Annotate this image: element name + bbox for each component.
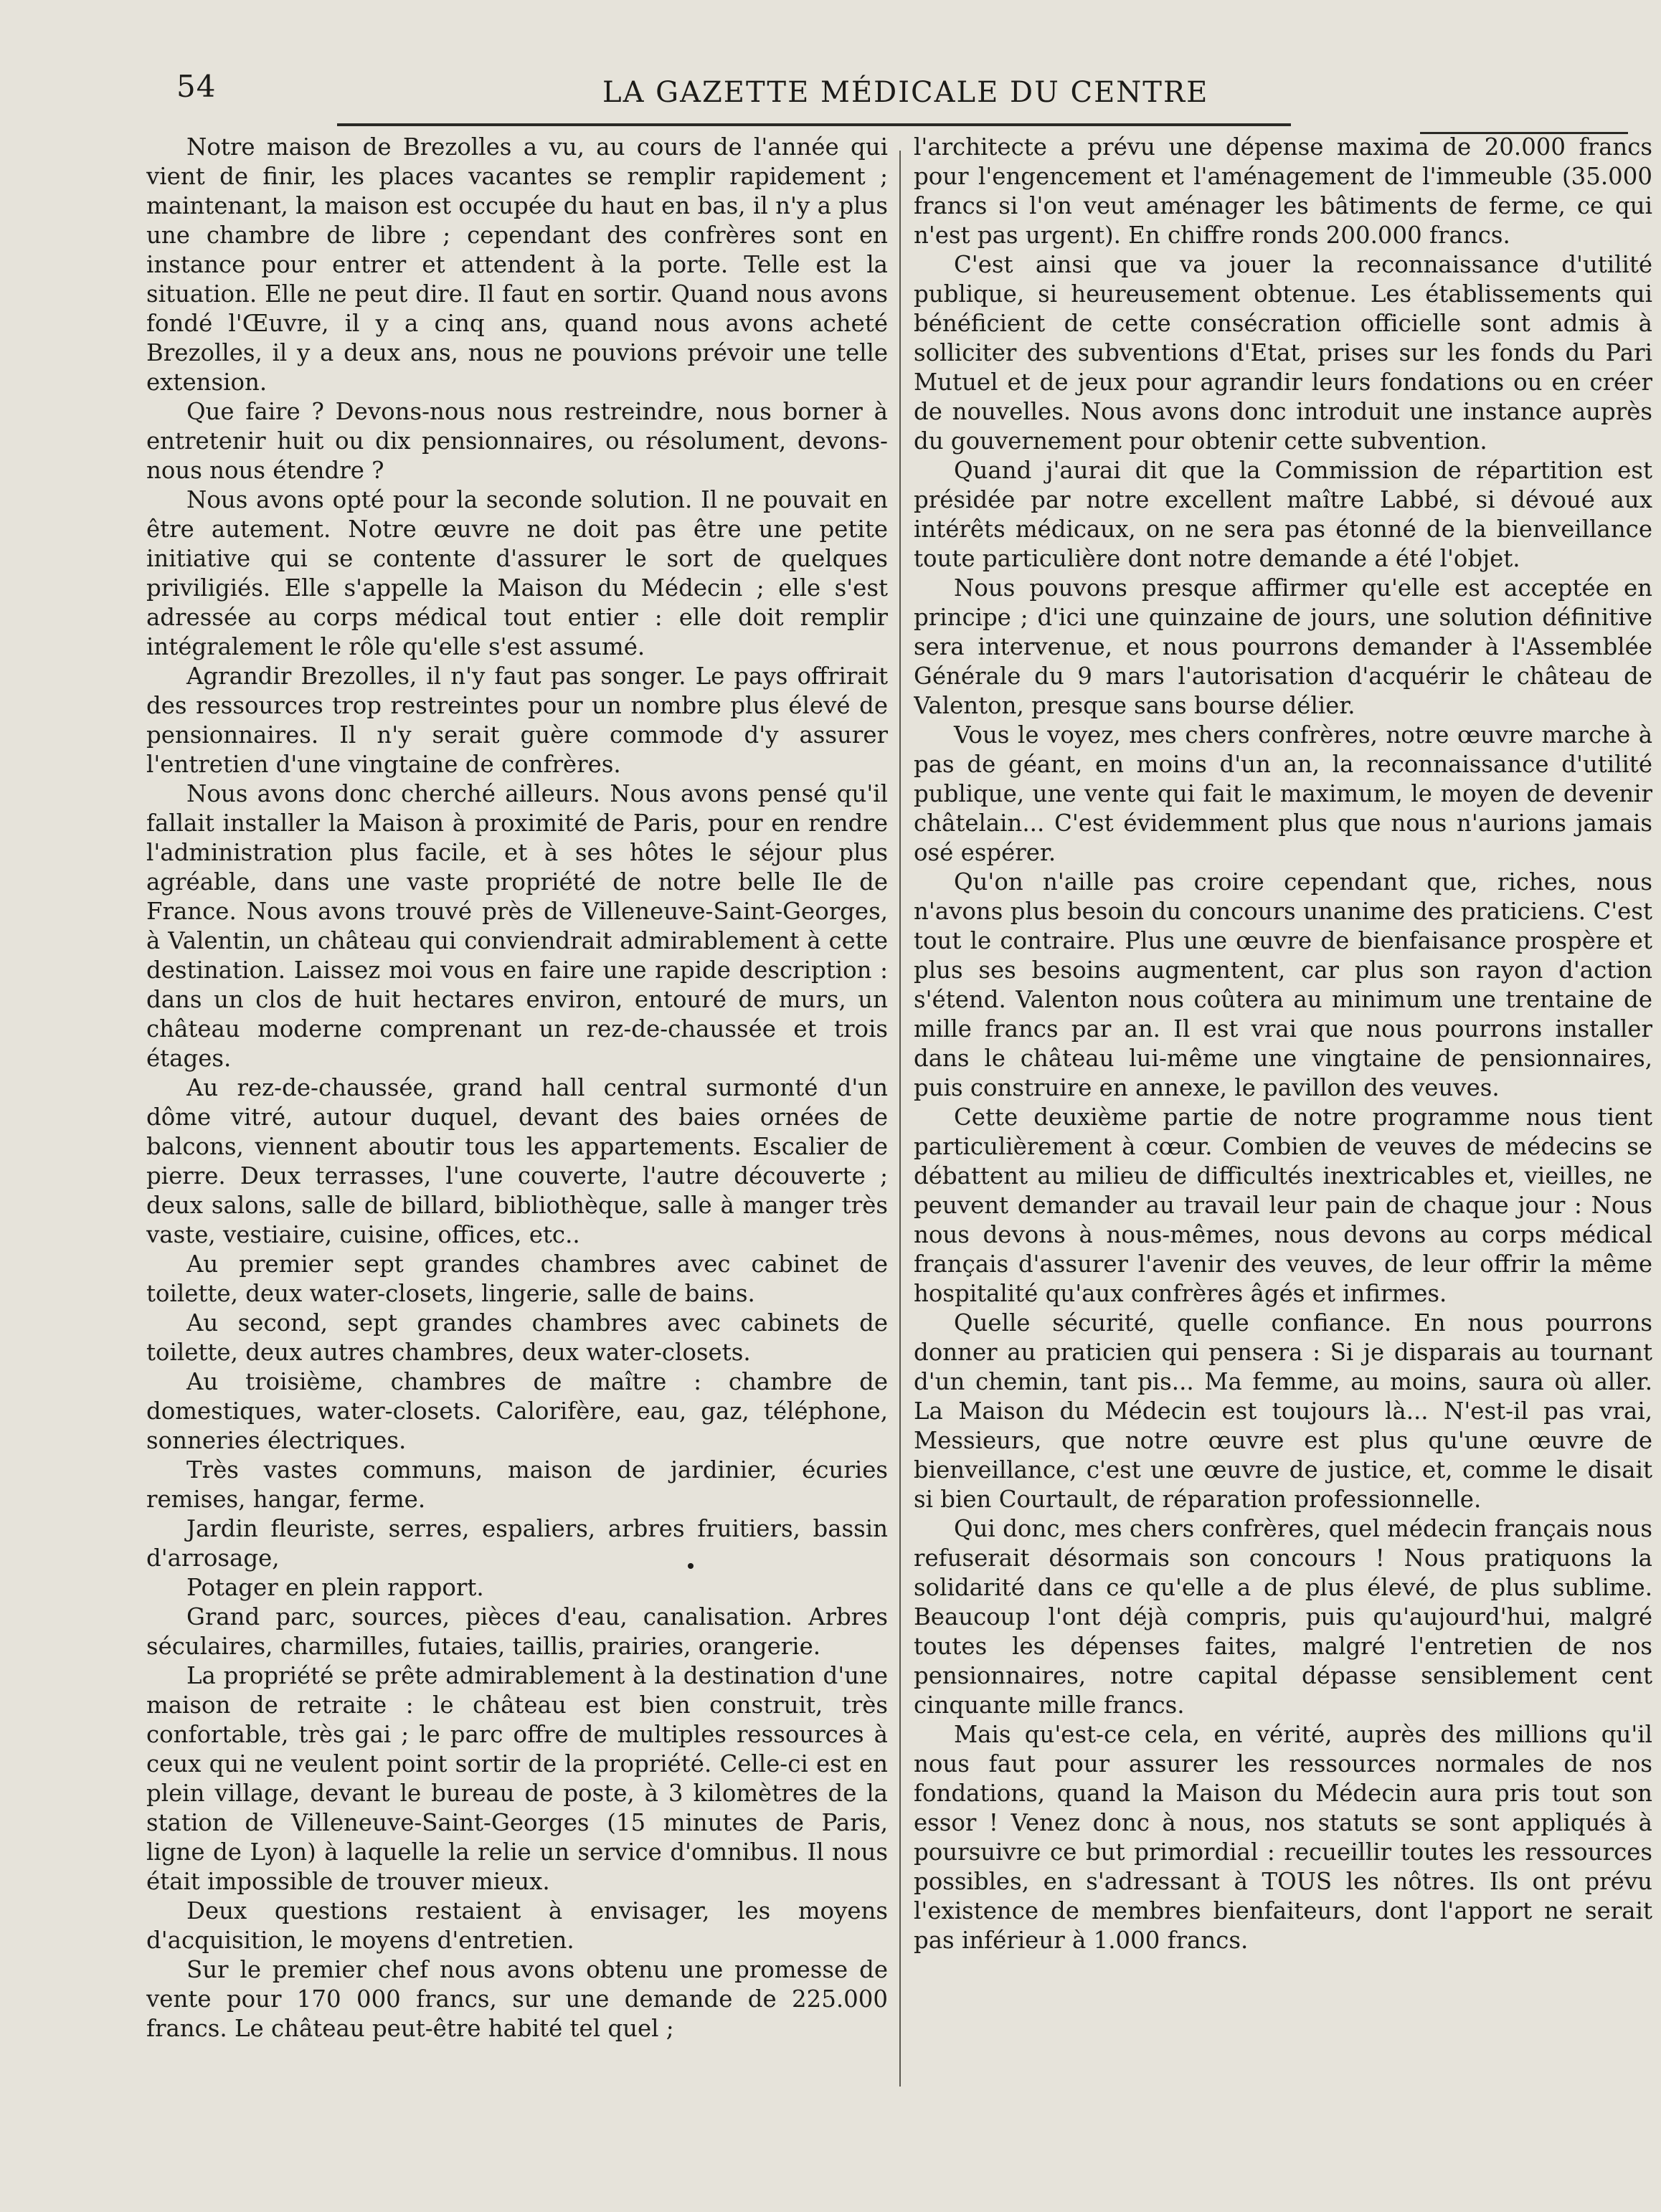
right-column — [914, 133, 1652, 2133]
paragraph: C'est ainsi que va jouer la reconnaissance d'utilité publique, si heureusement obtenue. Les établissements qui bénéficient de cette consécration officielle sont admis à solliciter des subventions d'Etat, prises sur les fonds du Pari Mutuel et de jeux pour agrandir leurs fondations ou en créer de nouvelles. Nous avons donc introduit une instance auprès du gouvernement pour obtenir cette subvention. — [914, 251, 1652, 455]
paragraph: Nous avons donc cherché ailleurs. Nous avons pensé qu'il fallait installer la Maison à proximité de Paris, pour en rendre l'administration plus facile, et à ses hôtes le séjour plus agréable, dans une vaste propriété de notre belle Ile de France. Nous avons trouvé près de Villeneuve-Saint-Georges, à Valentin, un château qui conviendrait admirablement à cette destination. Laissez moi vous en faire une rapide description : dans un clos de huit hectares environ, entouré de murs, un château moderne comprenant un rez-de-chaussée et trois étages. — [146, 780, 888, 1072]
paragraph: Cette deuxième partie de notre programme nous tient particulièrement à cœur. Combien de veuves de médecins se débattent au milieu de difficultés inextricables et, vieilles, ne peuvent demander au travail leur pain de chaque jour : Nous nous devons à nous-mêmes, nous devons au corps médical français d'assurer l'avenir des veuves, de leur offrir la même hospitalité qu'aux confrères âgés et infirmes. — [914, 1103, 1652, 1307]
left-column — [146, 133, 888, 2133]
bullet-dot — [688, 1563, 694, 1569]
paragraph: Au premier sept grandes chambres avec cabinet de toilette, deux water-closets, lingerie, salle de bains. — [146, 1250, 888, 1307]
paragraph: Sur le premier chef nous avons obtenu une promesse de vente pour 170 000 francs, sur une demande de 225.000 francs. Le château peut-être habité tel quel ; — [146, 1956, 888, 2042]
header-rule — [337, 123, 1291, 126]
paragraph: Au rez-de-chaussée, grand hall central surmonté d'un dôme vitré, autour duquel, devant des baies ornées de balcons, viennent aboutir tous les appartements. Escalier de pierre. Deux terrasses, l'une couverte, l'autre découverte ; deux salons, salle de billard, bibliothèque, salle à manger très vaste, vestiaire, cuisine, offices, etc.. — [146, 1074, 888, 1248]
paragraph: Au troisième, chambres de maître : chambre de domestiques, water-closets. Calorifère, eau, gaz, téléphone, sonneries électriques. — [146, 1368, 888, 1454]
paragraph: Vous le voyez, mes chers confrères, notre œuvre marche à pas de géant, en moins d'un an, la reconnaissance d'utilité publique, une vente qui fait le maximum, le moyen de devenir châtelain... C'est évidemment plus que nous n'aurions jamais osé espérer. — [914, 721, 1652, 866]
column-divider — [899, 151, 901, 2087]
paragraph: Qu'on n'aille pas croire cependant que, riches, nous n'avons plus besoin du concours unanime des praticiens. C'est tout le contraire. Plus une œuvre de bienfaisance prospère et plus ses besoins augmentent, car plus son rayon d'action s'étend. Valenton nous coûtera au minimum une trentaine de mille francs par an. Il est vrai que nous pourrons installer dans le château lui-même une vingtaine de pensionnaires, puis construire en annexe, le pavillon des veuves. — [914, 868, 1652, 1101]
paragraph: Agrandir Brezolles, il n'y faut pas songer. Le pays offrirait des ressources trop restreintes pour un nombre plus élevé de pensionnaires. Il n'y serait guère commode d'y assurer l'entretien d'une vingtaine de confrères. — [146, 663, 888, 778]
paragraph: Quelle sécurité, quelle confiance. En nous pourrons donner au praticien qui pensera : Si je disparais au tournant d'un chemin, tant pis... Ma femme, au moins, saura où aller. La Maison du Médecin est toujours là... N'est-il pas vrai, Messieurs, que notre œuvre est plus qu'une œuvre de bienveillance, c'est une œuvre de justice, et, comme le disait si bien Courtault, de réparation professionnelle. — [914, 1309, 1652, 1513]
paragraph: Que faire ? Devons-nous nous restreindre, nous borner à entretenir huit ou dix pensionnaires, ou résolument, devons-nous nous étendre ? — [146, 398, 888, 484]
page-number: 54 — [176, 69, 217, 104]
paragraph: Deux questions restaient à envisager, les moyens d'acquisition, le moyens d'entretien. — [146, 1897, 888, 1954]
paragraph-continued: l'architecte a prévu une dépense maxima de 20.000 francs pour l'engencement et l'aménagement de l'immeuble (35.000 francs si l'on veut aménager les bâtiments de ferme, ce qui n'est pas urgent). En chiffre ronds 200.000 francs. — [914, 133, 1652, 249]
paragraph: Grand parc, sources, pièces d'eau, canalisation. Arbres séculaires, charmilles, futaies, taillis, prairies, orangerie. — [146, 1603, 888, 1660]
running-title: LA GAZETTE MÉDICALE DU CENTRE — [602, 76, 1209, 109]
paragraph: Très vastes communs, maison de jardinier, écuries remises, hangar, ferme. — [146, 1456, 888, 1513]
paragraph: Jardin fleuriste, serres, espaliers, arbres fruitiers, bassin d'arrosage, — [146, 1515, 888, 1572]
paragraph: Notre maison de Brezolles a vu, au cours de l'année qui vient de finir, les places vacantes se remplir rapidement ; maintenant, la maison est occupée du haut en bas, il n'y a plus une chambre de libre ; cependant des confrères sont en instance pour entrer et attendent à la porte. Telle est la situation. Elle ne peut dire. Il faut en sortir. Quand nous avons fondé l'Œuvre, il y a cinq ans, quand nous avons acheté Brezolles, il y a deux ans, nous ne pouvions prévoir une telle extension. — [146, 133, 888, 396]
paragraph: Mais qu'est-ce cela, en vérité, auprès des millions qu'il nous faut pour assurer les ressources normales de nos fondations, quand la Maison du Médecin aura pris tout son essor ! Venez donc à nous, nos statuts se sont appliqués à poursuivre ce but primordial : recueillir toutes les ressources possibles, en s'adressant à TOUS les nôtres. Ils ont prévu l'existence de membres bienfaiteurs, dont l'apport ne serait pas inférieur à 1.000 francs. — [914, 1721, 1652, 1954]
paragraph: Potager en plein rapport. — [186, 1574, 484, 1601]
page-header — [0, 69, 1661, 119]
paragraph: Nous avons opté pour la seconde solution. Il ne pouvait en être autement. Notre œuvre ne doit pas être une petite initiative qui se contente d'assurer le sort de quelques priviligiés. Elle s'appelle la Maison du Médecin ; elle s'est adressée au corps médical tout entier : elle doit remplir intégralement le rôle qu'elle s'est assumé. — [146, 486, 888, 660]
paragraph: Quand j'aurai dit que la Commission de répartition est présidée par notre excellent maître Labbé, si dévoué aux intérêts médicaux, on ne sera pas étonné de la bienveillance toute particulière dont notre demande a été l'objet. — [914, 457, 1652, 572]
paragraph: Nous pouvons presque affirmer qu'elle est acceptée en principe ; d'ici une quinzaine de jours, une solution définitive sera intervenue, et nous pourrons demander à l'Assemblée Générale du 9 mars l'autorisation d'acquérir le château de Valenton, presque sans bourse délier. — [914, 574, 1652, 719]
paragraph: La propriété se prête admirablement à la destination d'une maison de retraite : le château est bien construit, très confortable, très gai ; le parc offre de multiples ressources à ceux qui ne veulent point sortir de la propriété. Celle-ci est en plein village, devant le bureau de poste, à 3 kilomètres de la station de Villeneuve-Saint-Georges (15 minutes de Paris, ligne de Lyon) à laquelle la relie un service d'omnibus. Il nous était impossible de trouver mieux. — [146, 1662, 888, 1895]
paragraph: Au second, sept grandes chambres avec cabinets de toilette, deux autres chambres, deux water-closets. — [146, 1309, 888, 1366]
paragraph: Qui donc, mes chers confrères, quel médecin français nous refuserait désormais son concours ! Nous pratiquons la solidarité dans ce qu'elle a de plus élevé, de plus sublime. Beaucoup l'ont déjà compris, puis qu'aujourd'hui, malgré toutes les dépenses faites, malgré l'entretien de nos pensionnaires, notre capital dépasse sensiblement cent cinquante mille francs. — [914, 1515, 1652, 1719]
